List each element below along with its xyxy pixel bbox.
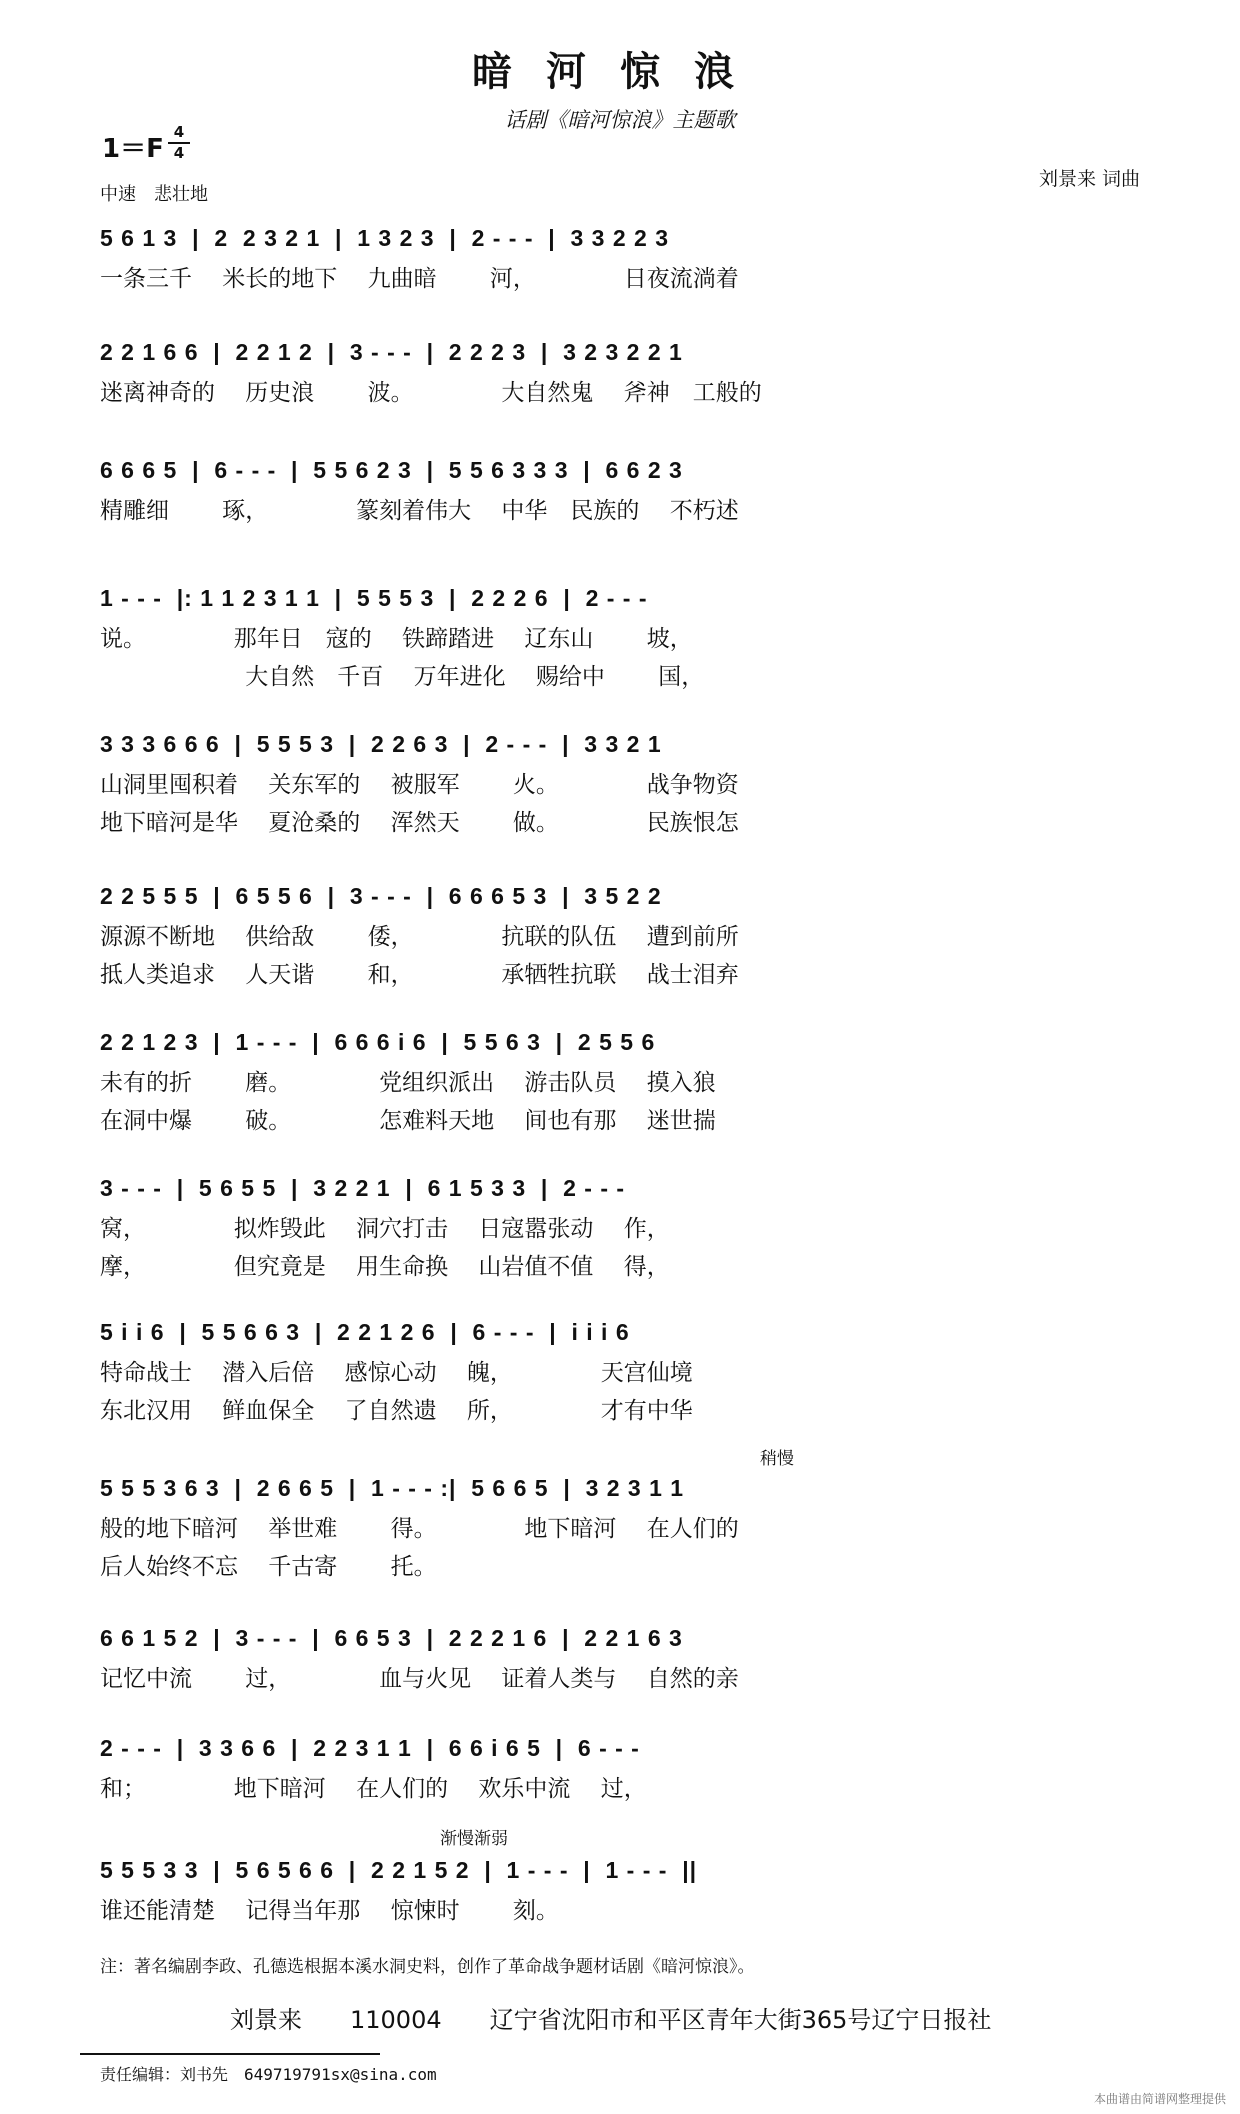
notation-line: 5 i i 6 | 5 5 6 6 3 | 2 2 1 2 6 | 6 - - - | i i i 6 [100, 1319, 630, 1345]
notation-line: 6 6 6 5 | 6 - - - | 5 5 6 2 3 | 5 5 6 3 3 3 | 6 6 2 3 [100, 457, 683, 483]
notation-line: 2 2 1 2 3 | 1 - - - | 6 6 6 i 6 | 5 5 6 3 | 2 5 5 6 [100, 1029, 656, 1055]
lyric-line-2: 摩， 但究竟是 用生命换 山岩值不值 得， [100, 1254, 670, 1280]
footnote: 注：著名编剧李政、孔德选根据本溪水洞史料，创作了革命战争题材话剧《暗河惊浪》。 [100, 1957, 755, 1977]
song-title: 暗河惊浪 [472, 48, 768, 95]
lyric-line-2: 在洞中爆 破。 怎难料天地 间也有那 迷世揣 [100, 1108, 716, 1134]
notation-line: 5 5 5 3 3 | 5 6 5 6 6 | 2 2 1 5 2 | 1 - - - | 1 - - - || [100, 1857, 698, 1883]
author-credit: 刘景来 词曲 [1038, 168, 1140, 190]
notation-line: 2 2 5 5 5 | 6 5 5 6 | 3 - - - | 6 6 6 5 3 | 3 5 2 2 [100, 883, 662, 909]
editor-credit: 责任编辑：刘书先 649719791sx@sina.com [100, 2065, 437, 2084]
lyric-line-1: 窝， 拟炸毁此 洞穴打击 日寇嚣张动 作， [100, 1216, 670, 1242]
notation-line: 1 - - - |: 1 1 2 3 1 1 | 5 5 5 3 | 2 2 2 6 | 2 - - - [100, 585, 648, 611]
key-signature: 1＝F [102, 134, 164, 164]
notation-line: 3 3 3 6 6 6 | 5 5 5 3 | 2 2 6 3 | 2 - - - | 3 3 2 1 [100, 731, 662, 757]
lyric-line-1: 和； 地下暗河 在人们的 欢乐中流 过， [100, 1776, 647, 1802]
notation-line: 6 6 1 5 2 | 3 - - - | 6 6 5 3 | 2 2 2 1 6 | 2 2 1 6 3 [100, 1625, 683, 1651]
lyric-line-1: 般的地下暗河 举世难 得。 地下暗河 在人们的 [100, 1516, 739, 1542]
lyric-line-1: 谁还能清楚 记得当年那 惊悚时 刻。 [100, 1898, 559, 1924]
notation-line: 5 5 5 3 6 3 | 2 6 6 5 | 1 - - - :| 5 6 6 5 | 3 2 3 1 1 [100, 1475, 685, 1501]
lyric-line-1: 特命战士 潜入后倍 感惊心动 魄， 天宫仙境 [100, 1360, 693, 1386]
lyric-line-1: 说。 那年日 寇的 铁蹄踏进 辽东山 坡， [100, 626, 693, 652]
footer-divider [80, 2053, 380, 2055]
meter-bottom: 4 [173, 144, 185, 162]
lyric-line-1: 源源不断地 供给敌 倭， 抗联的队伍 遭到前所 [100, 924, 739, 950]
lyric-line-2: 东北汉用 鲜血保全 了自然遗 所， 才有中华 [100, 1398, 693, 1424]
lyric-line-1: 迷离神奇的 历史浪 波。 大自然鬼 斧神 工般的 [100, 380, 762, 406]
lyric-line-2: 大自然 千百 万年进化 赐给中 国， [100, 664, 705, 690]
time-signature [168, 124, 190, 162]
lyric-line-1: 未有的折 磨。 党组织派出 游击队员 摸入狼 [100, 1070, 716, 1096]
notation-line: 2 2 1 6 6 | 2 2 1 2 | 3 - - - | 2 2 2 3 | 3 2 3 2 2 1 [100, 339, 683, 365]
contact-address: 刘景来 110004 辽宁省沈阳市和平区青年大街365号辽宁日报社 [230, 2006, 992, 2034]
lyric-line-2: 抵人类追求 人天谐 和， 承牺牲抗联 战士泪弃 [100, 962, 739, 988]
song-subtitle: 话剧《暗河惊浪》主题歌 [504, 108, 736, 132]
tempo-change-slower: 稍慢 [760, 1449, 794, 1469]
meter-top: 4 [173, 123, 185, 141]
tempo-change-fade: 渐慢渐弱 [440, 1829, 508, 1849]
lyric-line-1: 一条三千 米长的地下 九曲暗 河， 日夜流淌着 [100, 266, 739, 292]
lyric-line-1: 山洞里囤积着 关东军的 被服军 火。 战争物资 [100, 772, 739, 798]
lyric-line-1: 记忆中流 过， 血与火见 证着人类与 自然的亲 [100, 1666, 739, 1692]
lyric-line-2: 后人始终不忘 千古寄 托。 [100, 1554, 437, 1580]
lyric-line-2: 地下暗河是华 夏沧桑的 浑然天 做。 民族恨怎 [100, 810, 739, 836]
lyric-line-1: 精雕细 琢， 篆刻着伟大 中华 民族的 不朽述 [100, 498, 739, 524]
site-watermark: 本曲谱由简谱网整理提供 [1093, 2092, 1226, 2106]
notation-line: 5 6 1 3 | 2 2 3 2 1 | 1 3 2 3 | 2 - - - | 3 3 2 2 3 [100, 225, 670, 251]
tempo-marking: 中速 悲壮地 [100, 184, 208, 205]
notation-line: 2 - - - | 3 3 6 6 | 2 2 3 1 1 | 6 6 i 6 5 | 6 - - - [100, 1735, 640, 1761]
notation-line: 3 - - - | 5 6 5 5 | 3 2 2 1 | 6 1 5 3 3 | 2 - - - [100, 1175, 626, 1201]
